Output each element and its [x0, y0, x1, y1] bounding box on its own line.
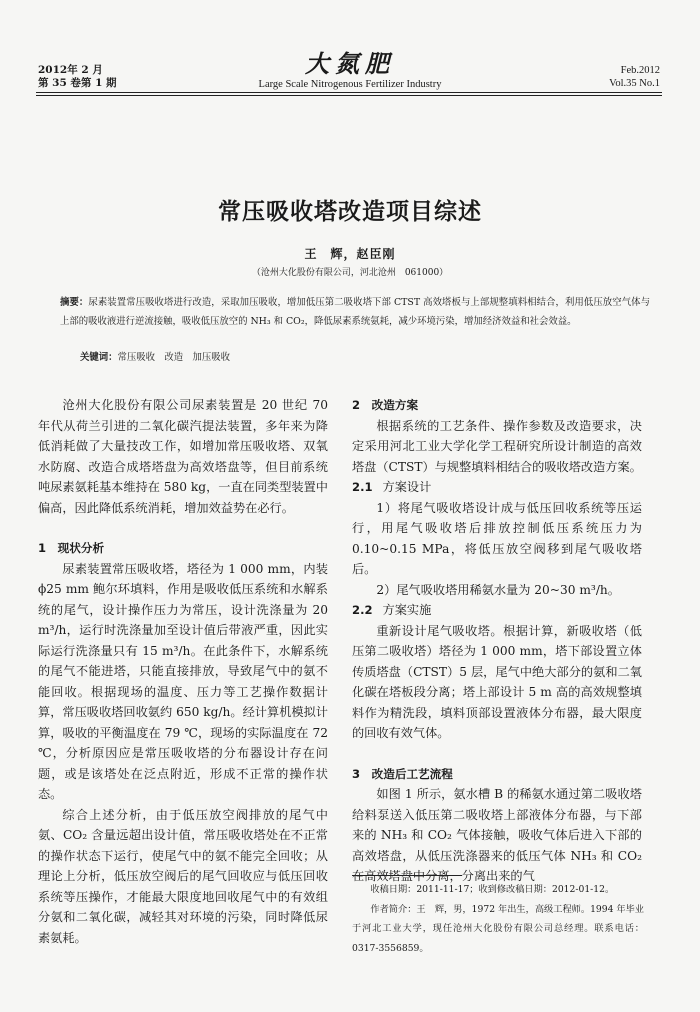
intro-paragraph: 沧州大化股份有限公司尿素装置是 20 世纪 70 年代从荷兰引进的二氧化碳汽提法装置，多年来为降低消耗做了大量技改工作，如增加常压吸收塔、双氧水防腐、改造合成塔塔盘为高效塔盘等，但目前系统吨尿素氨耗基本维持在 580 kg，一直在同类型装置中偏高，因此降低系统消耗，增加效益势在必行。 — [38, 398, 328, 515]
header-rule-thick — [36, 92, 662, 93]
issue-en-date: Feb.2012 — [620, 65, 660, 76]
header-rule-thin — [36, 95, 662, 96]
issue-en-volume: Vol.35 No.1 — [609, 78, 660, 89]
abstract-text: 尿素装置常压吸收塔进行改造，采取加压吸收，增加低压第二吸收塔下部 CTST 高效塔板与上部规整填料相结合，利用低压放空气体与上部的吸收液进行逆流接触，吸收低压放空的 NH₃ 和 CO₂，降低尿素系统氨耗，减少环境污染，增加经济效益和社会效益。 — [60, 297, 650, 327]
abstract — [60, 293, 650, 331]
issue-cn — [38, 64, 117, 90]
section-2-2-heading — [352, 600, 642, 621]
issue-cn-volume: 第 35 卷第 1 期 — [38, 77, 117, 89]
journal-header — [200, 50, 500, 91]
section-2-1-heading — [352, 477, 642, 498]
section-2-1-title: 方案设计 — [382, 480, 432, 494]
section-1-heading: 1 现状分析 — [38, 541, 105, 555]
article-title: 常压吸收塔改造项目综述 — [218, 199, 482, 225]
footnote-rule — [352, 875, 462, 876]
article-authors: 王 辉，赵臣刚 — [304, 247, 396, 261]
section-1-paragraph-1: 尿素装置常压吸收塔，塔径为 1 000 mm，内装 ϕ25 mm 鲍尔环填料，作用是吸收低压系统和水解系统的尾气，设计操作压力为常压，设计洗涤量为 20 m³/h，运行时洗涤量加至设计值后带液严重，因此实际运行洗涤量只有 15 m³/h。在此条件下，水解系统的尾气不能进塔，只能直接排放，导致尾气中的氨不能回收。根据现场的温度、压力等工艺操作数据计算，常压吸收塔回收氨约 650 kg/h。经计算机模拟计算，吸收的平衡温度在 79 ℃，现场的实际温度在 72 ℃，分析原因应是常压吸收塔的分布器设计存在问题，或是该塔处在泛点附近，形成不正常的操作状态。 — [38, 561, 328, 801]
keywords — [80, 351, 230, 365]
journal-name-en: Large Scale Nitrogenous Fertilizer Industry — [258, 79, 442, 90]
section-2-1-item-2: 2）尾气吸收塔用稀氨水量为 20~30 m³/h。 — [376, 582, 620, 597]
section-2-2-title: 方案实施 — [382, 603, 432, 617]
journal-logo: 大氮肥 — [305, 49, 395, 78]
footnote-received: 收稿日期：2011-11-17；收到修改稿日期：2012-01-12。 — [370, 884, 615, 895]
section-2-2-number: 2.2 — [352, 603, 373, 617]
section-2-2-paragraph: 重新设计尾气吸收塔。根据计算，新吸收塔（低压第二吸收塔）塔径为 1 000 mm，塔下部设置立体传质塔盘（CTST）5 层，尾气中绝大部分的氨和二氧化碳在塔板段分离；塔上部设计 5 m 高的高效规整填料作为精洗段，填料顶部设置液体分布器，最大限度的回收有效气体。 — [352, 623, 642, 740]
body-right-column — [352, 395, 642, 887]
section-2-paragraph: 根据系统的工艺条件、操作参数及改造要求，决定采用河北工业大学化学工程研究所设计制造的高效塔盘（CTST）与规整填料相结合的吸收塔改造方案。 — [352, 418, 642, 474]
body-left-column — [38, 395, 328, 948]
article-affiliation: （沧州大化股份有限公司，河北沧州 061000） — [251, 268, 449, 278]
section-2-1-item-1: 1）将尾气吸收塔设计成与低压回收系统等压运行，用尾气吸收塔后排放控制低压系统压力为 0.10~0.15 MPa，将低压放空阀移到尾气吸收塔后。 — [352, 500, 642, 576]
footnote — [352, 880, 644, 958]
issue-cn-date: 2012年 2 月 — [38, 64, 103, 76]
footnote-author-bio: 作者简介：王 辉，男，1972 年出生，高级工程师。1994 年毕业于河北工业大学，现任沧州大化股份有限公司总经理。联系电话：0317-3556859。 — [352, 903, 644, 954]
section-2-1-number: 2.1 — [352, 480, 373, 494]
issue-en — [609, 64, 660, 90]
section-1-paragraph-2: 综合上述分析，由于低压放空阀排放的尾气中氨、CO₂ 含量远超出设计值，常压吸收塔处在不正常的操作状态下运行，使尾气中的氨不能完全回收；从理论上分析，低压放空阀后的尾气回收应与低压回收系统等压操作，才能最大限度地回收尾气中的有效组分氨和二氧化碳，减轻其对环境的污染，同时降低尿素氨耗。 — [38, 807, 328, 945]
keywords-label: 关键词： — [80, 352, 118, 363]
section-2-heading: 2 改造方案 — [352, 398, 419, 412]
section-3-heading: 3 改造后工艺流程 — [352, 766, 453, 781]
section-3-paragraph: 如图 1 所示，氨水槽 B 的稀氨水通过第二吸收塔给料泵送入低压第二吸收塔上部液体分布器，与下部来的 NH₃ 和 CO₂ 气体接触，吸收气体后进入下部的高效塔盘，从低压洗涤器来的低压气体 NH₃ 和 CO₂ 在高效塔盘中分离，分离出来的气 — [352, 787, 642, 883]
keywords-text: 常压吸收 改造 加压吸收 — [117, 352, 231, 363]
abstract-label: 摘要： — [60, 297, 89, 308]
